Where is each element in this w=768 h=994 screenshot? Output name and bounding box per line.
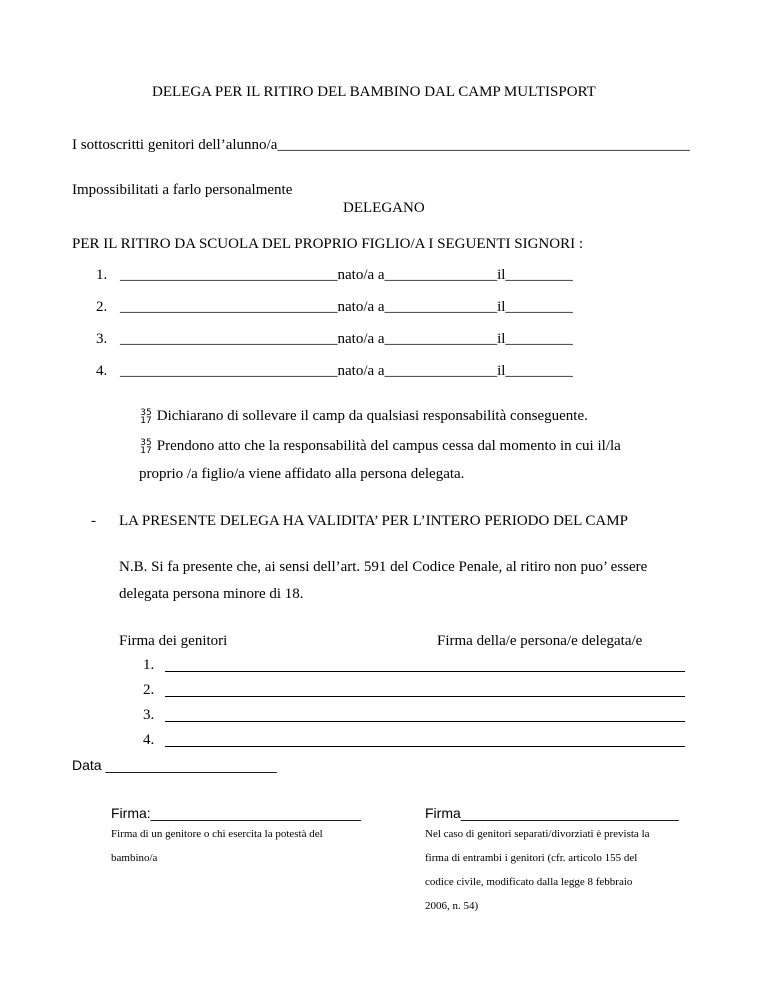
document-title: DELEGA PER IL RITIRO DEL BAMBINO DAL CAMP MULTISPORT (152, 84, 596, 100)
birthplace-field[interactable]: _______________ (384, 331, 498, 347)
birthdate-field[interactable]: _________ (505, 363, 573, 379)
date-field[interactable]: ______________________ (105, 757, 277, 773)
delegate-row (96, 330, 573, 348)
list-dash: - (91, 513, 96, 529)
delegate-row (96, 362, 573, 380)
declaration-1-text: Dichiarano di sollevare il camp da qualsiasi responsabilità conseguente. (156, 408, 588, 424)
delegate-number: 2. (96, 299, 108, 315)
firma-right-field[interactable]: ____________________________ (460, 805, 679, 821)
signature-number: 2. (143, 682, 155, 698)
nato-label: nato/a a (337, 363, 385, 379)
delegate-name-field[interactable]: _____________________________ (120, 363, 338, 379)
checkbox-glyph-icon[interactable]: 35 17 (140, 407, 152, 426)
delegate-row (96, 266, 573, 284)
delegate-row (96, 298, 573, 316)
impossibilitati-text: Impossibilitati a farlo personalmente (72, 182, 293, 198)
delegate-number: 1. (96, 267, 108, 283)
delegate-number: 3. (96, 331, 108, 347)
signature-line-field[interactable] (165, 671, 685, 672)
firma-left-field[interactable]: ___________________________ (150, 805, 361, 821)
nato-label: nato/a a (337, 331, 385, 347)
note-right-3: codice civile, modificato dalla legge 8 febbraio (425, 876, 633, 888)
signature-line-field[interactable] (165, 721, 685, 722)
birthplace-field[interactable]: _______________ (384, 299, 498, 315)
delegate-name-field[interactable]: _____________________________ (120, 299, 338, 315)
signature-line-field[interactable] (165, 696, 685, 697)
declaration-2-text: Prendono atto che la responsabilità del campus cessa dal momento in cui il/la (156, 438, 621, 454)
il-label: il (497, 331, 506, 347)
nb-line-2: delegata persona minore di 18. (119, 586, 304, 602)
birthplace-field[interactable]: _______________ (384, 267, 498, 283)
birthdate-field[interactable]: _________ (505, 267, 573, 283)
birthdate-field[interactable]: _________ (505, 299, 573, 315)
student-name-field[interactable]: _______________________________________________________ (277, 137, 690, 153)
per-ritiro-text: PER IL RITIRO DA SCUOLA DEL PROPRIO FIGLIO/A I SEGUENTI SIGNORI : (72, 236, 583, 252)
birthdate-field[interactable]: _________ (505, 331, 573, 347)
delegano-heading: DELEGANO (343, 200, 425, 216)
declaration-1 (139, 407, 588, 425)
firma-right-line (425, 804, 679, 822)
signature-number: 4. (143, 732, 155, 748)
nato-label: nato/a a (337, 267, 385, 283)
firma-genitori-label: Firma dei genitori (119, 633, 228, 649)
signature-number: 3. (143, 707, 155, 723)
nato-label: nato/a a (337, 299, 385, 315)
validity-text: LA PRESENTE DELEGA HA VALIDITA’ PER L’INTERO PERIODO DEL CAMP (119, 513, 628, 529)
note-left-2: bambino/a (111, 852, 158, 864)
il-label: il (497, 363, 506, 379)
firma-right-label: Firma (425, 805, 461, 821)
note-left-1: Firma di un genitore o chi esercita la potestà del (111, 828, 323, 840)
firma-delegati-label: Firma della/e persona/e delegata/e (437, 633, 643, 649)
intro-line (72, 136, 690, 154)
delegate-name-field[interactable]: _____________________________ (120, 267, 338, 283)
signature-line-field[interactable] (165, 746, 685, 747)
firma-left-label: Firma: (111, 805, 151, 821)
note-right-4: 2006, n. 54) (425, 900, 479, 912)
il-label: il (497, 267, 506, 283)
declaration-2 (139, 437, 621, 455)
intro-text: I sottoscritti genitori dell’alunno/a (72, 137, 278, 153)
il-label: il (497, 299, 506, 315)
nb-line-1: N.B. Si fa presente che, ai sensi dell’art. 591 del Codice Penale, al ritiro non puo’ essere (119, 559, 648, 575)
delegate-name-field[interactable]: _____________________________ (120, 331, 338, 347)
firma-left-line (111, 804, 361, 822)
declaration-2-continued: proprio /a figlio/a viene affidato alla persona delegata. (139, 466, 465, 482)
checkbox-glyph-icon[interactable]: 35 17 (140, 437, 152, 456)
signature-number: 1. (143, 657, 155, 673)
birthplace-field[interactable]: _______________ (384, 363, 498, 379)
data-label: Data (72, 757, 102, 773)
data-line (72, 756, 277, 774)
note-right-1: Nel caso di genitori separati/divorziati è prevista la (425, 828, 650, 840)
delegate-number: 4. (96, 363, 108, 379)
note-right-2: firma di entrambi i genitori (cfr. articolo 155 del (425, 852, 638, 864)
